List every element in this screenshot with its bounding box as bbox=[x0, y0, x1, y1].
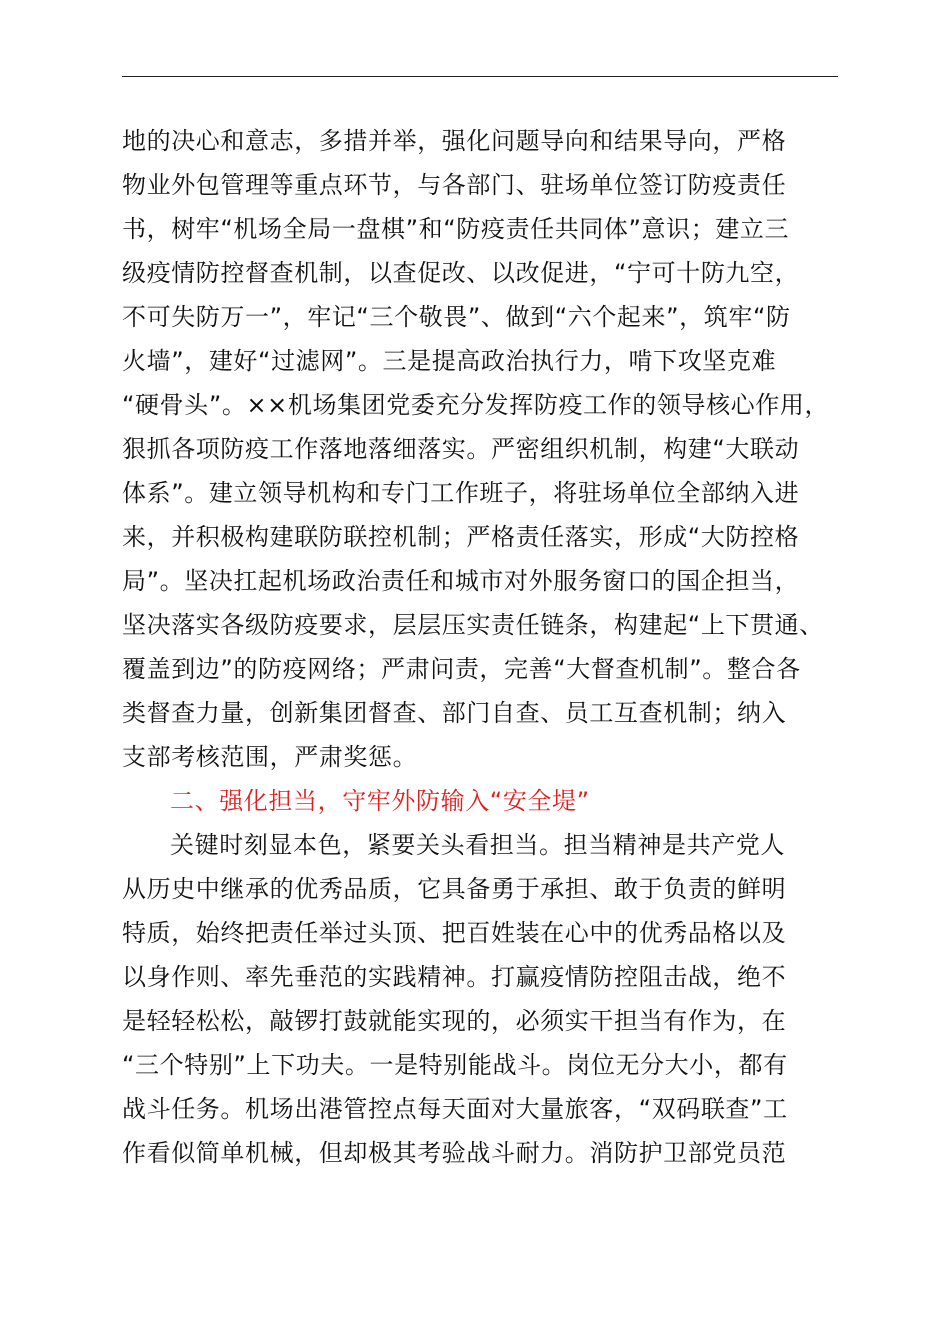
paragraph-line: 体系”。建立领导机构和专门工作班子，将驻场单位全部纳入进 bbox=[122, 479, 800, 507]
paragraph-line: “硬骨头”。××机场集团党委充分发挥防疫工作的领导核心作用， bbox=[122, 391, 830, 419]
paragraph-line: 火墙”，建好“过滤网”。三是提高政治执行力，啃下攻坚克难 bbox=[122, 347, 777, 375]
paragraph-line: 是轻轻松松，敲锣打鼓就能实现的，必须实干担当有作为，在 bbox=[122, 1007, 787, 1035]
paragraph-line: 坚决落实各级防疫要求，层层压实责任链条，构建起“上下贯通、 bbox=[122, 611, 824, 639]
paragraph-line: 不可失防万一”，牢记“三个敬畏”、做到“六个起来”，筑牢“防 bbox=[122, 303, 791, 331]
paragraph-line: 作看似简单机械，但却极其考验战斗耐力。消防护卫部党员范 bbox=[122, 1139, 787, 1167]
paragraph-line: 级疫情防控督查机制，以查促改、以改促进，“宁可十防九空， bbox=[122, 259, 800, 287]
paragraph-line: 战斗任务。机场出港管控点每天面对大量旅客，“双码联查”工 bbox=[122, 1095, 788, 1123]
paragraph-line: 书，树牢“机场全局一盘棋”和“防疫责任共同体”意识；建立三 bbox=[122, 215, 790, 243]
paragraph-line: 从历史中继承的优秀品质，它具备勇于承担、敢于负责的鲜明 bbox=[122, 875, 787, 903]
paragraph-line: 支部考核范围，严肃奖惩。 bbox=[122, 743, 418, 771]
paragraph-line: 物业外包管理等重点环节，与各部门、驻场单位签订防疫责任 bbox=[122, 171, 787, 199]
body-text bbox=[122, 119, 862, 1175]
paragraph-line: 地的决心和意志，多措并举，强化问题导向和结果导向，严格 bbox=[122, 127, 787, 155]
paragraph-line: 覆盖到边”的防疫网络；严肃问责，完善“大督查机制”。整合各 bbox=[122, 655, 801, 683]
paragraph-line: “三个特别”上下功夫。一是特别能战斗。岗位无分大小，都有 bbox=[122, 1051, 788, 1079]
section-heading: 二、强化担当，守牢外防输入“安全堤” bbox=[170, 787, 590, 815]
paragraph-line: 来，并积极构建联防联控机制；严格责任落实，形成“大防控格 bbox=[122, 523, 800, 551]
paragraph-line: 特质，始终把责任举过头顶、把百姓装在心中的优秀品格以及 bbox=[122, 919, 787, 947]
paragraph-line: 狠抓各项防疫工作落地落细落实。严密组织机制，构建“大联动 bbox=[122, 435, 800, 463]
header-rule bbox=[122, 76, 838, 77]
paragraph-line: 以身作则、率先垂范的实践精神。打赢疫情防控阻击战，绝不 bbox=[122, 963, 787, 991]
paragraph-line: 局”。坚决扛起机场政治责任和城市对外服务窗口的国企担当， bbox=[122, 567, 800, 595]
paragraph-line: 关键时刻显本色，紧要关头看担当。担当精神是共产党人 bbox=[170, 831, 785, 859]
paragraph-line: 类督查力量，创新集团督查、部门自查、员工互查机制；纳入 bbox=[122, 699, 787, 727]
